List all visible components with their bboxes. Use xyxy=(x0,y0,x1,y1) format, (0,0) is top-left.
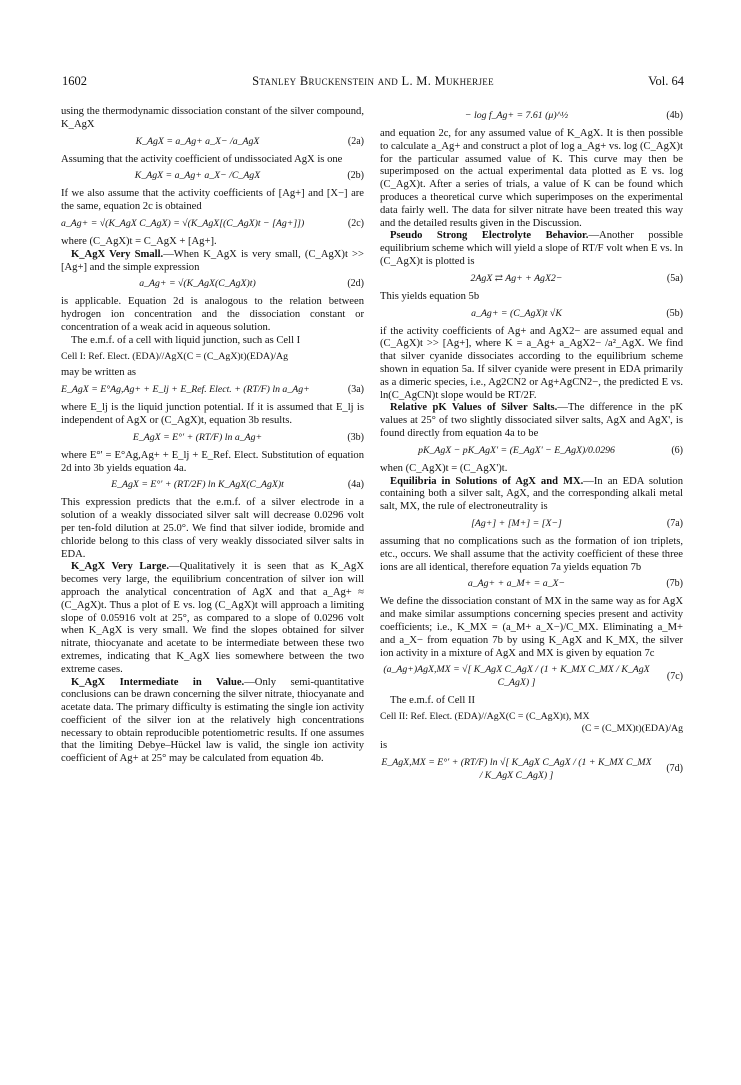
cell-one-notation: Cell I: Ref. Elect. (EDA)//AgX(C = (C_AgX)t)(EDA)/Ag xyxy=(61,350,288,362)
paragraph-text: —Another possible equilibrium scheme which will yield a slope of RT/F volt when E vs. ln (C_AgX)t is plotted is xyxy=(380,230,684,267)
paragraph: is xyxy=(380,740,388,752)
paragraph-text: —Only semi-quantitative conclusions can be drawn concerning the silver nitrate, thiocyanate and acetate data. The primary difficulty is estimating the single ion activity coefficient of the silver ion at the relatively high concentrations necessary to obtain reproducible potentiometric results. If one assumes that the limiting Debye–Hückel law is valid, the single ion activity coefficient of Ag+ at 25° may be calculated from equation 4b. xyxy=(61,676,365,765)
equation-2c xyxy=(61,218,364,231)
equation-body: K_AgX = a_Ag+ a_X− /a_AgX xyxy=(135,135,260,147)
equation-number: (7c) xyxy=(666,670,683,682)
paragraph: when (C_AgX)t = (C_AgX')t. xyxy=(380,462,508,474)
section-paragraph xyxy=(380,476,683,514)
equation-number: (5a) xyxy=(666,272,683,284)
paragraph: This yields equation 5b xyxy=(380,290,480,302)
equation-2a xyxy=(61,136,364,149)
paragraph: This expression predicts that the e.m.f. of a silver electrode in a solution of a weakly dissociated silver salt will decrease 0.0296 volt per ten-fold dilution at 25.0°. We find that silver iodide, bromide and chloride belong to this class of very weakly dissociated silver salts in EDA. xyxy=(61,497,364,560)
paragraph-text: —The difference in the pK values at 25° of two slightly dissociated silver salts, AgX and AgX', is found directly from equation 4a to be xyxy=(380,402,683,439)
equation-body: [Ag+] + [M+] = [X−] xyxy=(471,518,562,530)
page-number: 1602 xyxy=(62,74,87,88)
volume-label: Vol. 64 xyxy=(648,74,684,88)
equation-body: − log f_Ag+ = 7.61 (μ)^½ xyxy=(464,110,569,122)
equation-body: E_AgX = E°Ag,Ag+ + E_lj + E_Ref. Elect. + (RT/F) ln a_Ag+ xyxy=(61,384,310,396)
equation-2d xyxy=(61,278,364,291)
equation-number: (2a) xyxy=(347,135,364,147)
right-column xyxy=(380,106,683,788)
section-paragraph xyxy=(380,402,683,440)
equation-4a xyxy=(61,479,364,492)
equation-number: (5b) xyxy=(666,307,683,319)
equation-number: (2b) xyxy=(347,170,364,182)
section-heading: K_AgX Very Small. xyxy=(71,248,164,260)
paragraph: The e.m.f. of a cell with liquid junction, such as Cell I xyxy=(71,334,301,346)
paragraph: Assuming that the activity coefficient of undissociated AgX is one xyxy=(61,153,343,165)
equation-number: (3a) xyxy=(347,384,364,396)
equation-body: a_Ag+ = (C_AgX)t √K xyxy=(471,307,562,319)
paragraph-text: —When K_AgX is very small, (C_AgX)t >> [Ag+] and the simple expression xyxy=(61,248,364,273)
equation-body: E_AgX,MX = E°' + (RT/F) ln √[ K_AgX C_AgX / (1 + K_MX C_MX / K_AgX C_AgX) ] xyxy=(381,757,652,781)
paragraph: may be written as xyxy=(61,367,137,379)
section-paragraph xyxy=(61,249,364,275)
cell-two-line-1: Cell II: Ref. Elect. (EDA)//AgX(C = (C_AgX)t), MX xyxy=(380,710,590,722)
paragraph: if the activity coefficients of Ag+ and AgX2− are assumed equal and (C_AgX)t >> [Ag+], where K = a_Ag+ a_AgX2− /a²_AgX. We find that silver cyanide dissociates according to the equilibrium scheme shown in equation 5a. If silver cyanide were present in EDA primarily as a dimeric species, i.e., Ag2CN2 or Ag+AgCN2−, the predicted E vs. ln(C_AgCN)t slope would be RT/2F. xyxy=(380,325,683,401)
equation-7a xyxy=(380,518,683,531)
paragraph: using the thermodynamic dissociation constant of the silver compound, K_AgX xyxy=(61,106,364,130)
paragraph: is applicable. Equation 2d is analogous to the relation between hydrogen ion concentration and the dissociation constant or concentration of a weak acid in aqueous solution. xyxy=(61,296,364,333)
equation-number: (4a) xyxy=(347,479,364,491)
equation-number: (2d) xyxy=(347,278,364,290)
section-heading: K_AgX Very Large. xyxy=(71,561,170,573)
paragraph: and equation 2c, for any assumed value of K_AgX. It is then possible to calculate a_Ag+ and construct a plot of log a_Ag+ vs. log (C_AgX)t for the particular assumed value of K. This curve may then be superimposed on the actual experimental data plotted as E vs. log (C_AgX)t. After a series of trials, a value of K can be found which produces a theoretical curve which superimposes on the experimental data fairly well. The data for silver nitrate have been treated this way and the detailed results given in the Discussion. xyxy=(380,128,683,229)
equation-number: (3b) xyxy=(347,431,364,443)
cell-two-line-2: (C = (C_MX)t)(EDA)/Ag xyxy=(581,723,683,735)
equation-body: E_AgX = E°' + (RT/F) ln a_Ag+ xyxy=(132,431,263,443)
equation-number: (7b) xyxy=(666,578,683,590)
section-heading: Relative pK Values of Silver Salts. xyxy=(390,402,558,414)
paragraph-text: —In an EDA solution containing both a silver salt, AgX, and the corresponding alkali metal salt, MX, the rule of electroneutrality is xyxy=(380,475,683,513)
section-paragraph xyxy=(380,230,683,268)
equation-body: pK_AgX − pK_AgX' = (E_AgX' − E_AgX)/0.0296 xyxy=(418,444,615,456)
equation-2b xyxy=(61,170,364,183)
equation-number: (7a) xyxy=(666,518,683,530)
equation-3a xyxy=(61,384,364,397)
equation-7c xyxy=(380,664,683,690)
equation-number: (6) xyxy=(671,444,683,456)
equation-body: E_AgX = E°' + (RT/2F) ln K_AgX(C_AgX)t xyxy=(111,479,284,491)
equation-7b xyxy=(380,578,683,591)
equation-5a xyxy=(380,273,683,286)
equation-body: (a_Ag+)AgX,MX = √[ K_AgX C_AgX / (1 + K_MX C_MX / K_AgX C_AgX) ] xyxy=(383,664,650,689)
paragraph: assuming that no complications such as the formation of ion triplets, etc., occurs. We shall assume that the activity coefficient of these three ions are all identical, therefore equation 7a yields equation 7b xyxy=(380,535,683,573)
running-header xyxy=(62,74,684,90)
equation-7d xyxy=(380,757,683,783)
equation-4b xyxy=(380,110,683,123)
paragraph: where E_lj is the liquid junction potential. If it is assumed that E_lj is independent of AgX or (C_AgX)t, equation 3b results. xyxy=(61,402,364,426)
equation-number: (7d) xyxy=(666,763,683,775)
equation-body: a_Ag+ = √(K_AgX(C_AgX)t) xyxy=(139,278,256,290)
paragraph-text: —Qualitatively it is seen that as K_AgX becomes very large, the equilibrium concentration of silver ion will approach the analytical concentration of AgX and that a_Ag+ ≈ (C_AgX)t. Thus a plot of E vs. log (C_AgX)t will approach a limiting slope of 0.05916 volt at 25°, as compared to a slope of 0.0296 volt when K_AgX is very small. We find the slopes obtained for silver nitrate, thiocyanate and acetate to be intermediate between these two extremes, indicating that K_AgX lies somewhere between the two extreme cases. xyxy=(61,561,364,675)
equation-body: a_Ag+ = √(K_AgX C_AgX) = √(K_AgX[(C_AgX)t − [Ag+]]) xyxy=(61,218,305,230)
equation-number: (4b) xyxy=(666,110,683,122)
equation-body: 2AgX ⇄ Ag+ + AgX2− xyxy=(470,272,563,284)
section-heading: Equilibria in Solutions of AgX and MX. xyxy=(390,475,584,487)
paragraph: where (C_AgX)t = C_AgX + [Ag+]. xyxy=(61,235,217,247)
equation-5b xyxy=(380,308,683,321)
paragraph: where E°' = E°Ag,Ag+ + E_lj + E_Ref. Elect. Substitution of equation 2d into 3b yields equation 4a. xyxy=(61,449,364,474)
paragraph: We define the dissociation constant of MX in the same way as for AgX and make similar assumptions concerning species present and activity coefficients; i.e., K_MX = (a_M+ a_X−)/C_MX. Eliminating a_M+ and a_X− from equation 7b by using K_AgX and K_MX, the silver ion activity in a mixture of AgX and MX is given by equation 7c xyxy=(380,596,683,659)
section-heading: K_AgX Intermediate in Value. xyxy=(71,676,245,688)
equation-6 xyxy=(380,445,683,458)
equation-3b xyxy=(61,432,364,445)
section-heading: Pseudo Strong Electrolyte Behavior. xyxy=(390,230,589,242)
paragraph: The e.m.f. of Cell II xyxy=(390,694,476,706)
cell-two-notation xyxy=(380,711,683,737)
section-paragraph xyxy=(61,677,364,767)
paragraph: If we also assume that the activity coefficients of [Ag+] and [X−] are the same, equation 2c is obtained xyxy=(61,188,364,213)
equation-body: a_Ag+ + a_M+ = a_X− xyxy=(467,578,566,590)
section-paragraph xyxy=(61,561,364,676)
equation-number: (2c) xyxy=(347,218,364,230)
running-title: Stanley Bruckenstein and L. M. Mukherjee xyxy=(252,74,494,88)
equation-body: K_AgX = a_Ag+ a_X− /C_AgX xyxy=(134,170,261,182)
left-column xyxy=(61,106,364,766)
